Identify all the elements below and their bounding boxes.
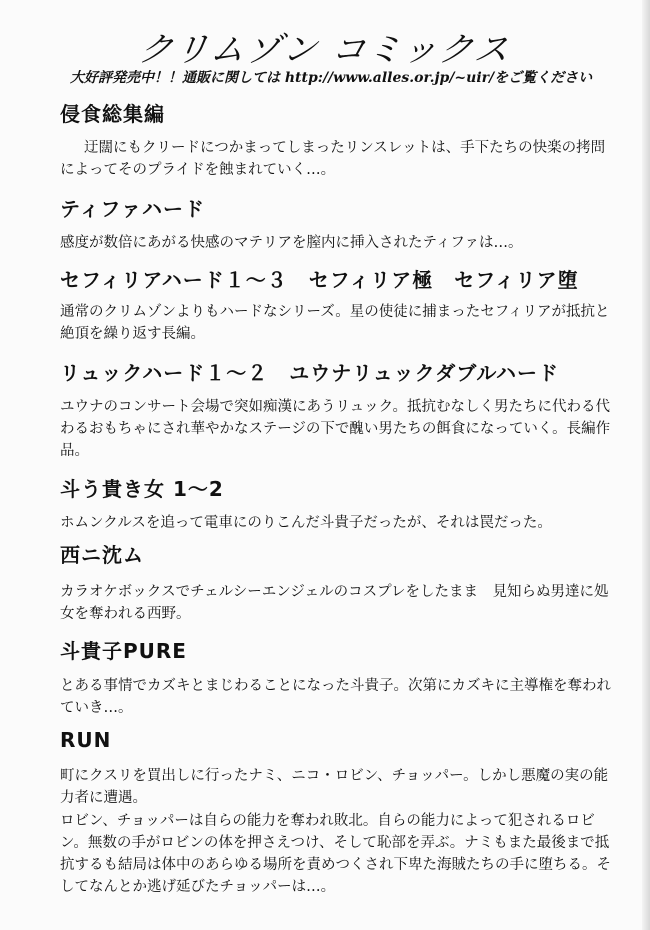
entry-title: 西ニ沈ム xyxy=(60,543,144,567)
entry-title: ティファハード xyxy=(60,197,205,221)
entry-description: ホムンクルスを追って電車にのりこんだ斗貴子だったが、それは罠だった。 xyxy=(60,515,552,531)
entry-title: リュックハード１〜２ ユウナリュックダブルハード xyxy=(60,361,559,385)
entry-description-continued: ロビン、チョッパーは自らの能力を奪われ敗北。自らの能力によって犯されるロビン。無数の手がロビンの体を押さえつけ、そして恥部を弄ぶ。ナミもまた最後まで抵抗するも結局は体中のあらゆる場所を責めつくされ下卑た海賊たちの手に堕ちる。そしてなんとか逃げ延びたチョッパーは…。 xyxy=(60,813,611,895)
entry-title: 斗う貴き女 1〜2 xyxy=(60,477,224,501)
entry-description: カラオケボックスでチェルシーエンジェルのコスプレをしたまま 見知らぬ男達に処女を奪われる西野。 xyxy=(60,584,609,622)
entry-description: 町にクスリを買出しに行ったナミ、ニコ・ロビン、チョッパー。しかし悪魔の実の能力者に遭遇。 xyxy=(60,768,609,806)
page-edge-shadow xyxy=(642,0,650,930)
mail-order-notice: 大好評発売中！！通販に関しては http://www.alles.or.jp/~uir/をご覧ください xyxy=(70,70,593,86)
entry-title: RUN xyxy=(60,728,112,752)
entry-description: 迂闊にもクリードにつかまってしまったリンスレットは、手下たちの快楽の拷問によってそのプライドを蝕まれていく…。 xyxy=(60,140,606,178)
entry-description: 通常のクリムゾンよりもハードなシリーズ。星の使徒に捕まったセフィリアが抵抗と絶頂を繰り返す長編。 xyxy=(60,304,610,342)
entry-description: 感度が数倍にあがる快感のマテリアを膣内に挿入されたティファは…。 xyxy=(60,235,523,251)
entry-description: ユウナのコンサート会場で突如痴漢にあうリュック。抵抗むなしく男たちに代わる代わるおもちゃにされ華やかなステージの下で醜い男たちの餌食になっていく。長編作品。 xyxy=(60,399,611,459)
brand-title: クリムゾン コミックス xyxy=(135,30,514,70)
entry-title: 斗貴子PURE xyxy=(60,639,187,663)
entry-title: 侵食総集編 xyxy=(60,102,165,126)
entry-title: セフィリアハード１〜３ セフィリア極 セフィリア堕 xyxy=(60,268,579,292)
entry-description: とある事情でカズキとまじわることになった斗貴子。次第にカズキに主導権を奪われていき…。 xyxy=(60,678,611,716)
